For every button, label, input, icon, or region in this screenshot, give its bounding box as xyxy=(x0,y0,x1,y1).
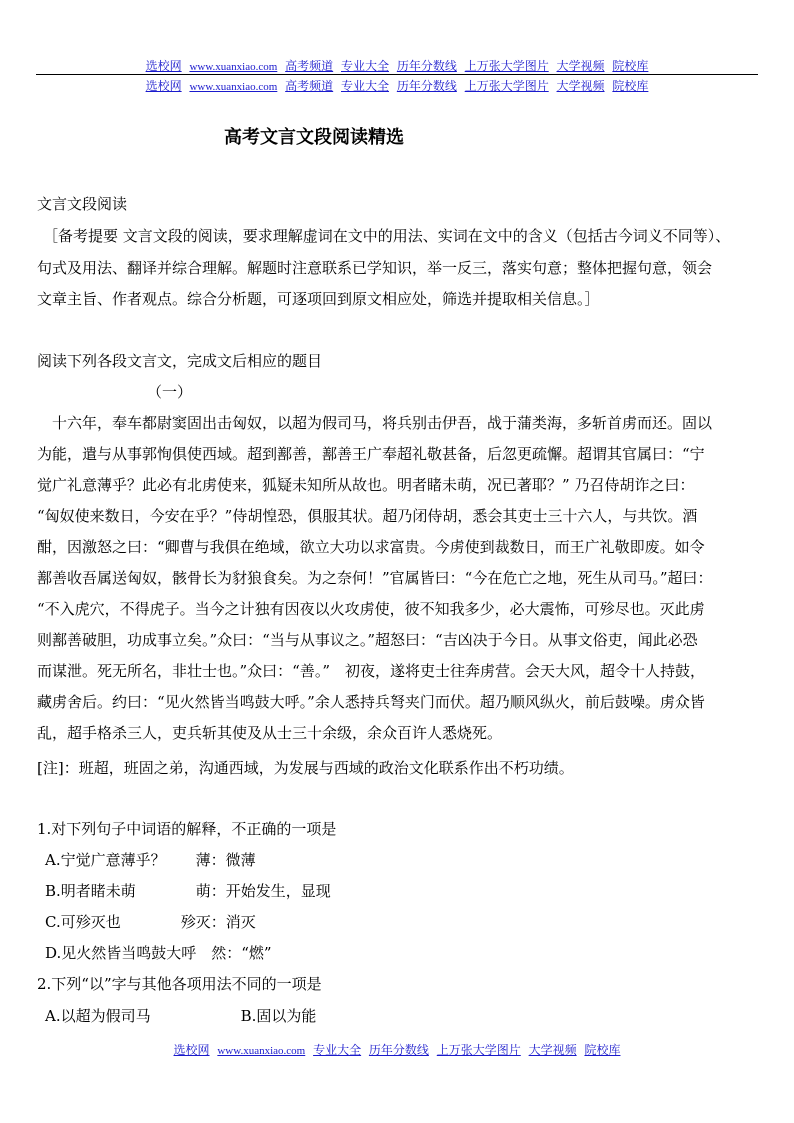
nav-link-site[interactable]: 选校网 xyxy=(173,1043,210,1057)
question-option: A.宁觉广意薄乎？ 薄：微薄 xyxy=(45,851,256,869)
nav-link-site[interactable]: 选校网 xyxy=(145,79,182,93)
footer-nav xyxy=(0,1043,794,1058)
nav-link-url[interactable]: www.xuanxiao.com xyxy=(217,1045,306,1057)
passage-line: 而谋泄。死无所名，非壮士也。”众曰：“善。” 初夜，遂将吏士往奔虏营。会天大风，超令十人持鼓， xyxy=(37,662,706,680)
nav-link-majors[interactable]: 专业大全 xyxy=(313,1043,362,1057)
passage-line: 为能，遣与从事郭恂俱使西域。超到鄯善，鄯善王广奉超礼敬甚备，后忽更疏懈。超谓其官属曰：“宁 xyxy=(37,445,705,463)
question-option: A.以超为假司马 B.固以为能 xyxy=(45,1007,317,1025)
passage-line: 十六年，奉车都尉窦固出击匈奴，以超为假司马，将兵别击伊吾，战于蒲类海，多斩首虏而还。固以 xyxy=(37,414,713,432)
top-nav xyxy=(0,59,794,74)
footnote: [注]：班超，班固之弟，沟通西域，为发展与西域的政治文化联系作出不朽功绩。 xyxy=(37,759,574,777)
nav-link-videos[interactable]: 大学视频 xyxy=(528,1043,577,1057)
instruction: 阅读下列各段文言文，完成文后相应的题目 xyxy=(37,352,323,370)
nav-link-scores[interactable]: 历年分数线 xyxy=(396,59,457,73)
nav-link-schools[interactable]: 院校库 xyxy=(612,59,649,73)
nav-link-url[interactable]: www.xuanxiao.com xyxy=(189,61,278,73)
question-option: D.见火然皆当鸣鼓大呼 然：“燃” xyxy=(45,944,272,962)
nav-link-schools[interactable]: 院校库 xyxy=(612,79,649,93)
nav-link-scores[interactable]: 历年分数线 xyxy=(368,1043,429,1057)
nav-link-photos[interactable]: 上万张大学图片 xyxy=(436,1043,521,1057)
question-stem: 1.对下列句子中词语的解释，不正确的一项是 xyxy=(37,820,337,838)
nav-link-videos[interactable]: 大学视频 xyxy=(556,59,605,73)
nav-link-schools[interactable]: 院校库 xyxy=(584,1043,621,1057)
header-divider xyxy=(36,74,758,75)
nav-link-photos[interactable]: 上万张大学图片 xyxy=(464,59,549,73)
passage-line: “匈奴使来数日，今安在乎？”侍胡惶恐，俱服其状。超乃闭侍胡，悉会其吏士三十六人，与共饮。酒 xyxy=(37,507,698,525)
passage-line: 觉广礼意薄乎？此必有北虏使来，狐疑未知所从故也。明者睹未萌，况已著耶？” 乃召侍胡诈之曰： xyxy=(37,476,695,494)
passage-line: 则鄯善破胆，功成事立矣。”众曰：“当与从事议之。”超怒曰：“吉凶决于今日。从事文俗吏，闻此必恐 xyxy=(37,631,698,649)
question-stem: 2.下列“以”字与其他各项用法不同的一项是 xyxy=(37,975,322,993)
passage-line: “不入虎穴，不得虎子。当今之计独有因夜以火攻虏使，彼不知我多少，必大震怖，可殄尽也。灭此虏 xyxy=(37,600,705,618)
nav-link-videos[interactable]: 大学视频 xyxy=(556,79,605,93)
tip-line: 文章主旨、作者观点。综合分析题，可逐项回到原文相应处，筛选并提取相关信息。］ xyxy=(37,290,600,308)
part-label: （一） xyxy=(147,383,193,401)
passage-line: 酣，因激怒之曰：“卿曹与我俱在绝域，欲立大功以求富贵。今虏使到裁数日，而王广礼敬即废。如令 xyxy=(37,538,705,556)
nav-link-gaokao[interactable]: 高考频道 xyxy=(285,59,334,73)
section-heading: 文言文段阅读 xyxy=(37,195,128,213)
nav-link-site[interactable]: 选校网 xyxy=(145,59,182,73)
document-title: 高考文言文段阅读精选 xyxy=(224,127,404,148)
nav-link-majors[interactable]: 专业大全 xyxy=(341,79,390,93)
passage-line: 乱，超手格杀三人，吏兵斩其使及从士三十余级，余众百许人悉烧死。 xyxy=(37,724,503,742)
tip-line: 句式及用法、翻译并综合理解。解题时注意联系已学知识，举一反三，落实句意；整体把握句意，领会 xyxy=(37,259,713,277)
nav-link-majors[interactable]: 专业大全 xyxy=(341,59,390,73)
top-nav-repeat xyxy=(0,79,794,94)
nav-link-gaokao[interactable]: 高考频道 xyxy=(285,79,334,93)
passage-line: 鄯善收吾属送匈奴，骸骨长为豺狼食矣。为之奈何！”官属皆曰：“今在危亡之地，死生从司马。”超曰： xyxy=(37,569,713,587)
question-option: B.明者睹未萌 萌：开始发生，显现 xyxy=(45,882,331,900)
nav-link-url[interactable]: www.xuanxiao.com xyxy=(189,81,278,93)
tip-line: ［备考提要 文言文段的阅读，要求理解虚词在文中的用法、实词在文中的含义（包括古今词义不同等）、 xyxy=(43,227,731,245)
nav-link-scores[interactable]: 历年分数线 xyxy=(396,79,457,93)
question-option: C.可殄灭也 殄灭：消灭 xyxy=(45,913,256,931)
nav-link-photos[interactable]: 上万张大学图片 xyxy=(464,79,549,93)
passage-line: 藏虏舍后。约曰：“见火然皆当鸣鼓大呼。”余人悉持兵弩夹门而伏。超乃顺风纵火，前后鼓噪。虏众皆 xyxy=(37,693,705,711)
